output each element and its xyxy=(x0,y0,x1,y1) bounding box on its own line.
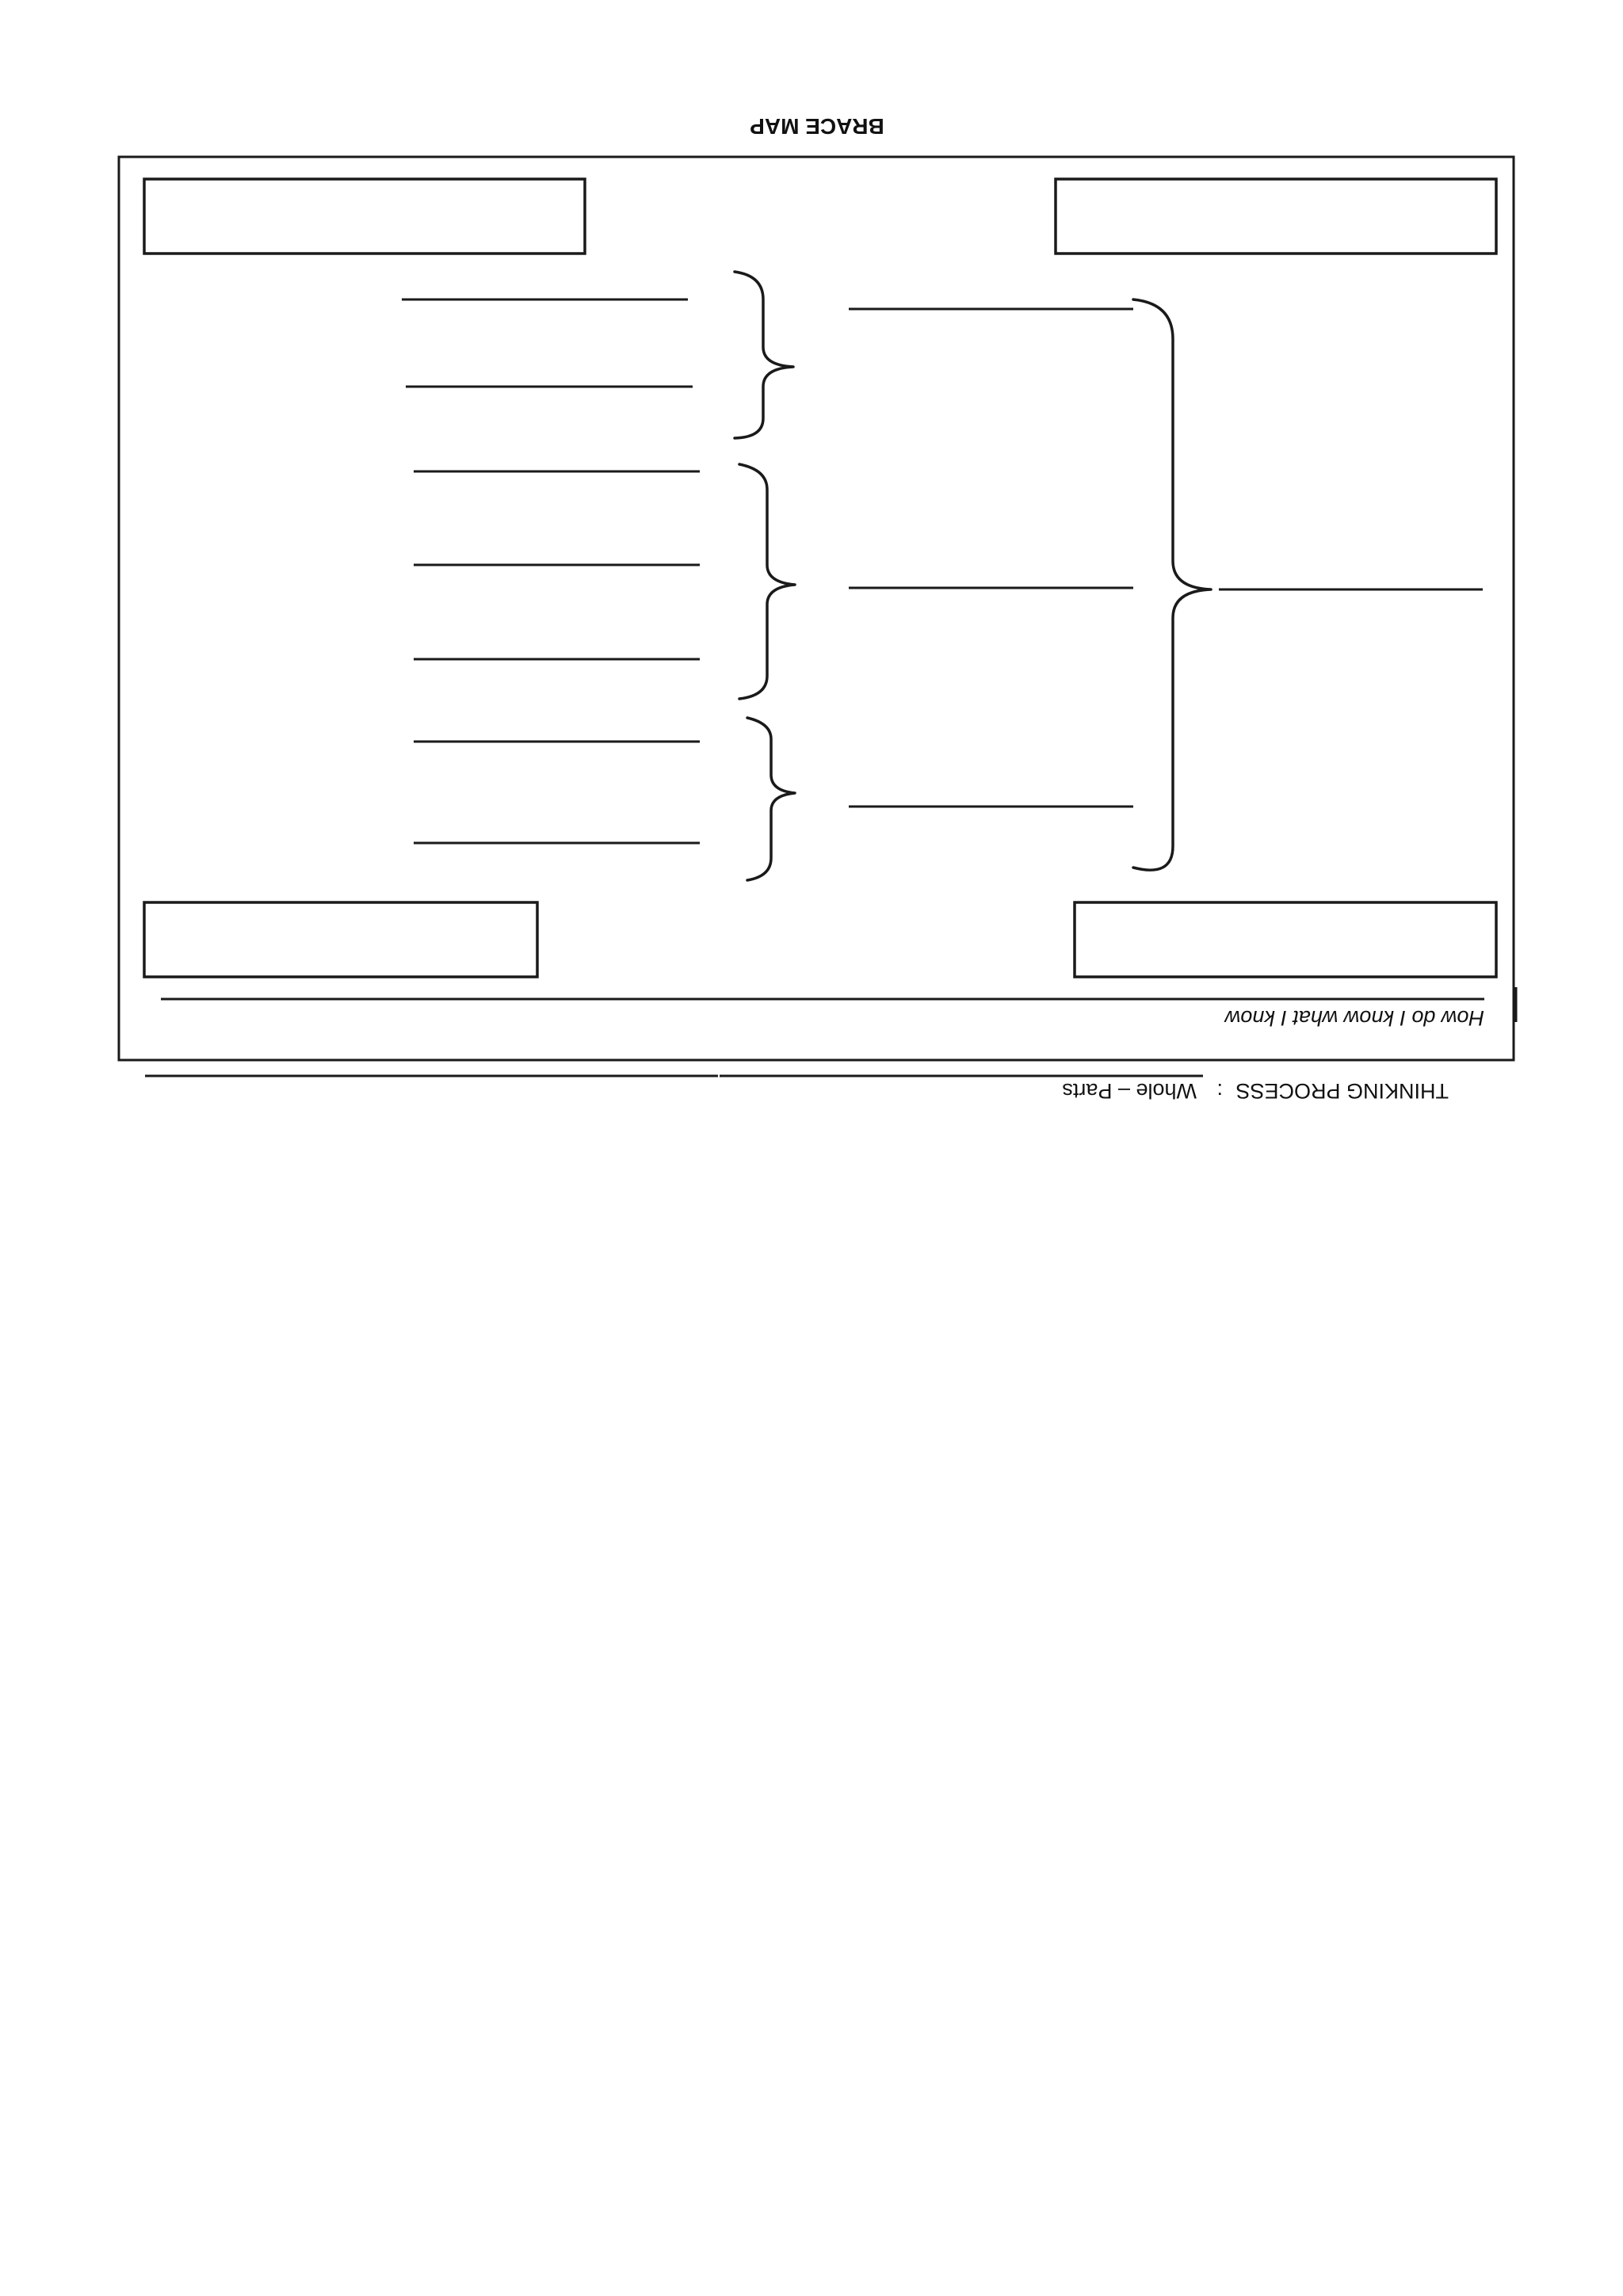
reflection-prompt: How do I know what I know xyxy=(1224,1006,1484,1030)
thinking-process-separator: : xyxy=(1216,1079,1223,1103)
thinking-process-value: Whole – Parts xyxy=(1062,1079,1197,1103)
thinking-process-label: THINKING PROCESS xyxy=(1235,1079,1449,1103)
worksheet-title: BRACE MAP xyxy=(750,114,884,139)
